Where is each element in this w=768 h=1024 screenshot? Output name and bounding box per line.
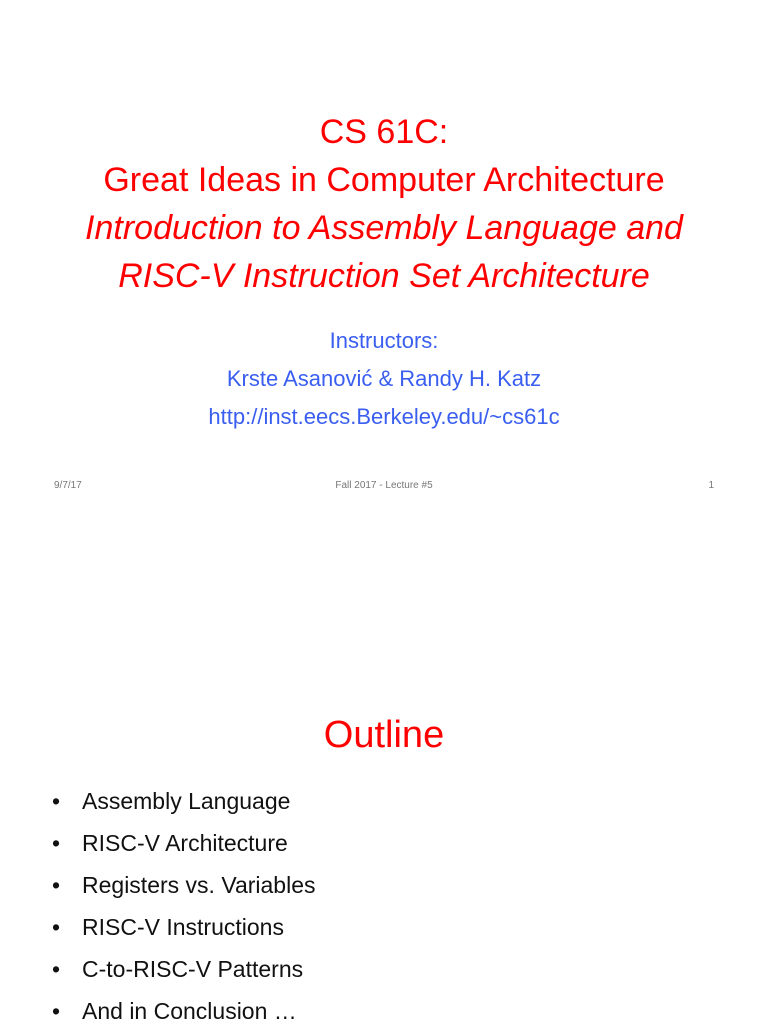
footer-date: 9/7/17 <box>54 480 82 491</box>
footer-lecture: Fall 2017 - Lecture #5 <box>335 480 433 491</box>
outline-title: Outline <box>323 714 445 756</box>
instructors-label: Instructors: <box>329 328 439 353</box>
list-item-text: C-to-RISC-V Patterns <box>82 955 304 982</box>
instructors-block <box>0 322 768 436</box>
list-item-text: RISC-V Architecture <box>82 829 288 856</box>
course-title: Great Ideas in Computer Architecture <box>103 161 665 199</box>
bullet-icon: • <box>52 829 61 856</box>
course-code: CS 61C: <box>319 113 449 151</box>
lecture-title-line-2: RISC-V Instruction Set Architecture <box>118 257 650 295</box>
bullet-icon: • <box>52 913 61 940</box>
lecture-title-line-1: Introduction to Assembly Language and <box>85 209 683 247</box>
list-item <box>52 948 316 990</box>
list-item <box>52 780 316 822</box>
list-item <box>52 990 316 1024</box>
course-url-link[interactable]: http://inst.eecs.Berkeley.edu/~cs61c <box>208 404 560 429</box>
list-item-text: And in Conclusion … <box>82 997 297 1024</box>
bullet-icon: • <box>52 955 61 982</box>
instructors-names: Krste Asanović & Randy H. Katz <box>226 366 542 391</box>
list-item-text: Assembly Language <box>82 787 291 814</box>
bullet-icon: • <box>52 787 61 814</box>
slide-title <box>0 108 768 300</box>
bullet-icon: • <box>52 871 61 898</box>
footer-page-number: 1 <box>708 480 714 491</box>
list-item-text: Registers vs. Variables <box>82 871 316 898</box>
list-item <box>52 864 316 906</box>
list-item-text: RISC-V Instructions <box>82 913 284 940</box>
bullet-icon: • <box>52 997 61 1024</box>
list-item <box>52 906 316 948</box>
list-item <box>52 822 316 864</box>
outline-list <box>52 780 316 1024</box>
